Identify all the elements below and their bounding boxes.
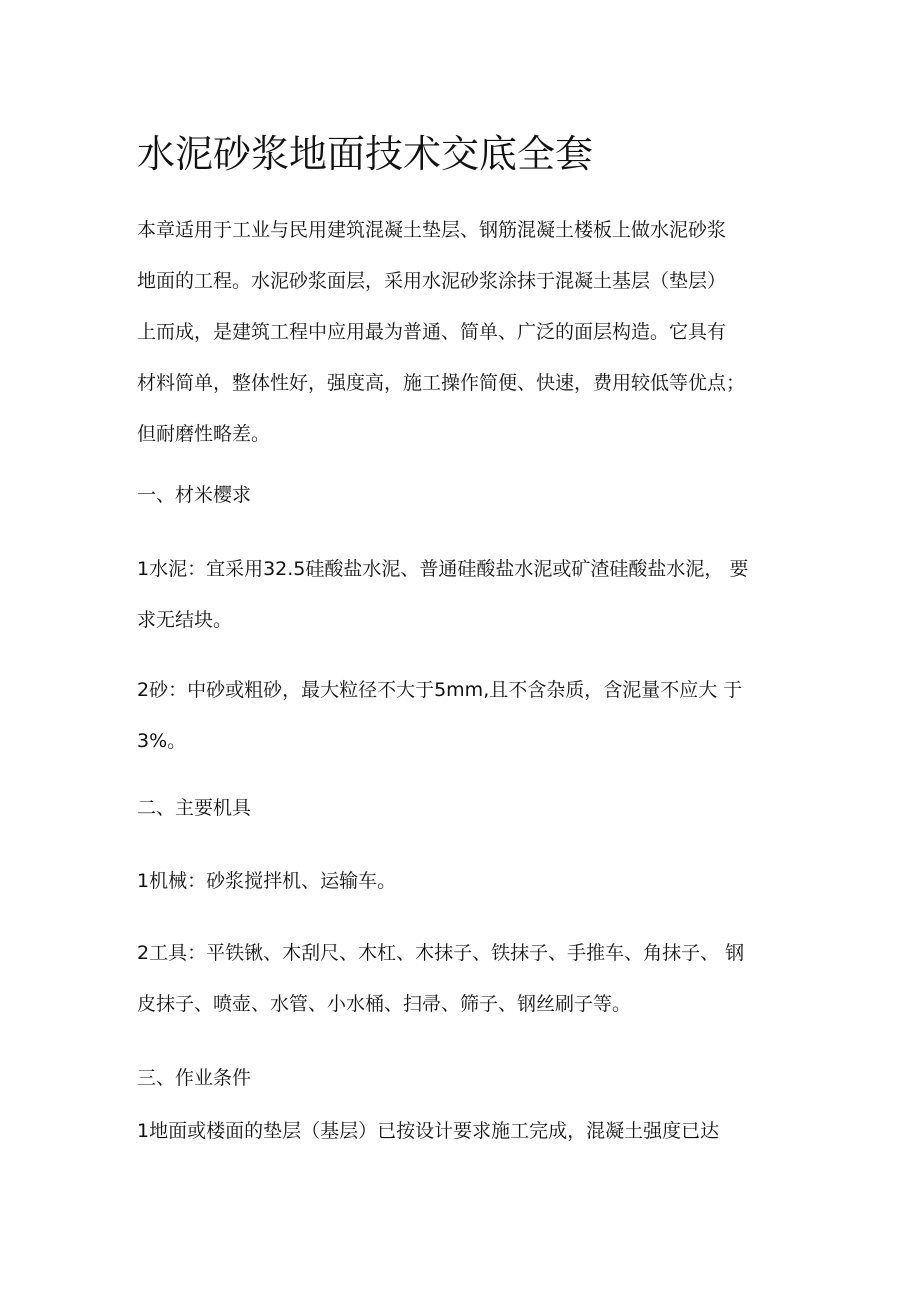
section-3-heading <box>137 1053 787 1104</box>
document-title: 水泥砂浆地面技术交底全套 <box>137 132 594 176</box>
section-3-item-1 <box>137 1106 787 1157</box>
item-line: 1地面或楼面的垫层（基层）已按设计要求施工完成，混凝土强度已达 <box>137 1120 720 1142</box>
intro-line: 上而成，是建筑工程中应用最为普通、简单、广泛的面层构造。它具有 <box>137 321 727 343</box>
item-line: 求无结块。 <box>137 609 233 631</box>
section-heading-text: 三、作业条件 <box>137 1067 252 1089</box>
intro-line: 本章适用于工业与民用建筑混凝土垫层、钢筋混凝土楼板上做水泥砂浆 <box>137 219 727 241</box>
section-1-heading <box>137 470 787 521</box>
intro-paragraph <box>137 205 787 460</box>
section-2-item-2 <box>137 928 787 1030</box>
item-line: 1水泥：宜采用32.5硅酸盐水泥、普通硅酸盐水泥或矿渣硅酸盐水泥， 要 <box>137 558 749 580</box>
intro-line: 材料简单，整体性好，强度高，施工操作简便、快速，费用较低等优点； <box>137 372 746 394</box>
section-2-item-1 <box>137 856 787 907</box>
item-line: 1机械：砂浆搅拌机、运输车。 <box>137 870 397 892</box>
section-1-item-2 <box>137 665 787 767</box>
item-line: 2砂：中砂或粗砂，最大粒径不大于5mm,且不含杂质，含泥量不应大 于 <box>137 679 743 701</box>
item-line: 3%。 <box>137 730 187 752</box>
intro-line: 地面的工程。水泥砂浆面层，采用水泥砂浆涂抹于混凝土基层（垫层） <box>137 270 727 292</box>
section-2-heading <box>137 783 787 834</box>
section-1-item-1 <box>137 544 787 646</box>
item-line: 2工具：平铁锹、木刮尺、木杠、木抹子、铁抹子、手推车、角抹子、 钢 <box>137 942 745 964</box>
item-line: 皮抹子、喷壶、水管、小水桶、扫帚、筛子、钢丝刷子等。 <box>137 993 632 1015</box>
section-heading-text: 二、主要机具 <box>137 797 252 819</box>
intro-line: 但耐磨性略差。 <box>137 423 271 445</box>
section-heading-text: 一、材米樱求 <box>137 484 252 506</box>
